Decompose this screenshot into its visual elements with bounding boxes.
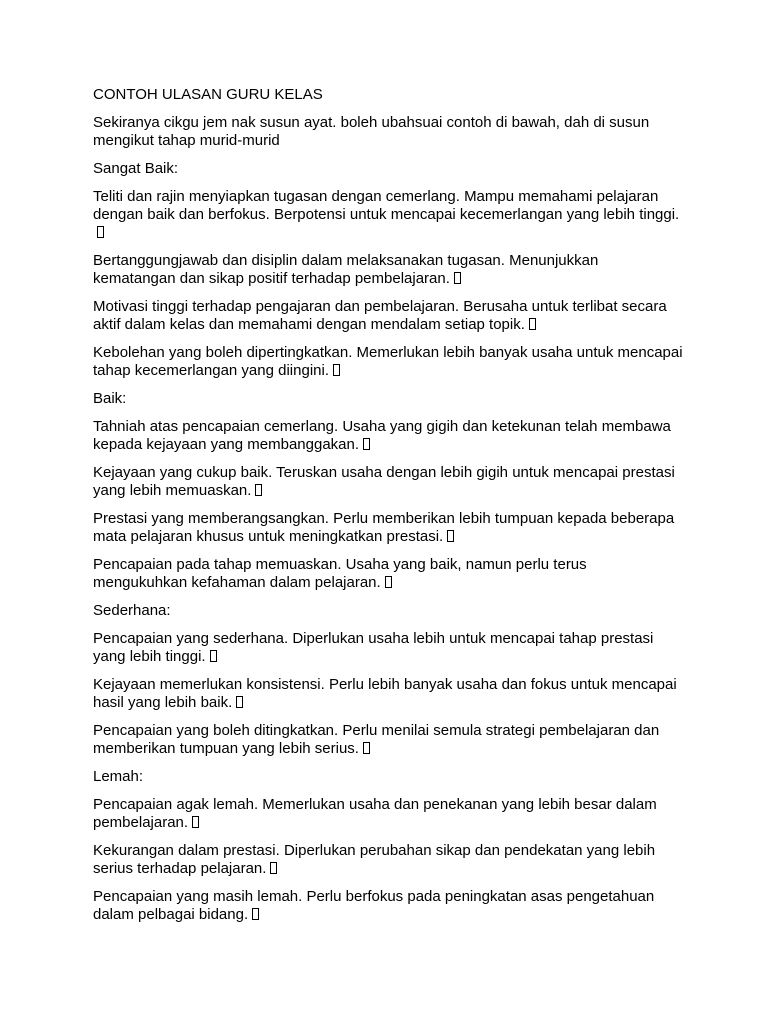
missing-glyph-icon [255, 484, 262, 496]
missing-glyph-icon [97, 226, 104, 238]
review-item [93, 888, 683, 924]
review-item [93, 188, 683, 242]
review-item [93, 464, 683, 500]
review-item [93, 556, 683, 592]
section-heading-sederhana: Sederhana: [93, 602, 171, 619]
review-item [93, 842, 683, 878]
missing-glyph-icon [454, 272, 461, 284]
review-text: Pencapaian pada tahap memuaskan. Usaha yang baik, namun perlu terus mengukuhkan kefahaman dalam pelajaran. [93, 556, 587, 591]
review-item [93, 418, 683, 454]
missing-glyph-icon [210, 650, 217, 662]
missing-glyph-icon [363, 438, 370, 450]
review-item [93, 344, 683, 380]
missing-glyph-icon [236, 696, 243, 708]
document-title: CONTOH ULASAN GURU KELAS [93, 86, 323, 103]
missing-glyph-icon [333, 364, 340, 376]
review-text: Bertanggungjawab dan disiplin dalam melaksanakan tugasan. Menunjukkan kematangan dan sikap positif terhadap pembelajaran. [93, 252, 599, 287]
review-item [93, 676, 683, 712]
review-item [93, 722, 683, 758]
missing-glyph-icon [385, 576, 392, 588]
review-text: Pencapaian agak lemah. Memerlukan usaha dan penekanan yang lebih besar dalam pembelajaran. [93, 796, 657, 831]
review-text: Prestasi yang memberangsangkan. Perlu memberikan lebih tumpuan kepada beberapa mata pelajaran khusus untuk meningkatkan prestasi. [93, 510, 675, 545]
review-item [93, 796, 683, 832]
review-text: Motivasi tinggi terhadap pengajaran dan pembelajaran. Berusaha untuk terlibat secara aktif dalam kelas dan memahami dengan mendalam setiap topik. [93, 298, 667, 333]
missing-glyph-icon [270, 862, 277, 874]
review-text: Pencapaian yang sederhana. Diperlukan usaha lebih untuk mencapai tahap prestasi yang lebih tinggi. [93, 630, 654, 665]
review-text: Pencapaian yang masih lemah. Perlu berfokus pada peningkatan asas pengetahuan dalam pelbagai bidang. [93, 888, 655, 923]
review-item [93, 298, 683, 334]
section-heading-baik: Baik: [93, 390, 127, 407]
missing-glyph-icon [192, 816, 199, 828]
review-text: Tahniah atas pencapaian cemerlang. Usaha yang gigih dan ketekunan telah membawa kepada kejayaan yang membanggakan. [93, 418, 671, 453]
review-text: Kebolehan yang boleh dipertingkatkan. Memerlukan lebih banyak usaha untuk mencapai tahap kecemerlangan yang diingini. [93, 344, 683, 379]
missing-glyph-icon [529, 318, 536, 330]
review-item [93, 630, 683, 666]
missing-glyph-icon [447, 530, 454, 542]
review-item [93, 510, 683, 546]
missing-glyph-icon [363, 742, 370, 754]
document-page [93, 86, 683, 934]
review-text: Kejayaan memerlukan konsistensi. Perlu lebih banyak usaha dan fokus untuk mencapai hasil yang lebih baik. [93, 676, 677, 711]
section-heading-sangat-baik: Sangat Baik: [93, 160, 179, 177]
document-intro: Sekiranya cikgu jem nak susun ayat. boleh ubahsuai contoh di bawah, dah di susun mengikut tahap murid-murid [93, 114, 650, 149]
review-item [93, 252, 683, 288]
missing-glyph-icon [252, 908, 259, 920]
review-text: Kekurangan dalam prestasi. Diperlukan perubahan sikap dan pendekatan yang lebih serius terhadap pelajaran. [93, 842, 656, 877]
review-text: Pencapaian yang boleh ditingkatkan. Perlu menilai semula strategi pembelajaran dan memberikan tumpuan yang lebih serius. [93, 722, 660, 757]
review-text: Kejayaan yang cukup baik. Teruskan usaha dengan lebih gigih untuk mencapai prestasi yang lebih memuaskan. [93, 464, 675, 499]
review-text: Teliti dan rajin menyiapkan tugasan dengan cemerlang. Mampu memahami pelajaran dengan baik dan berfokus. Berpotensi untuk mencapai kecemerlangan yang lebih tinggi. [93, 188, 680, 223]
section-heading-lemah: Lemah: [93, 768, 144, 785]
